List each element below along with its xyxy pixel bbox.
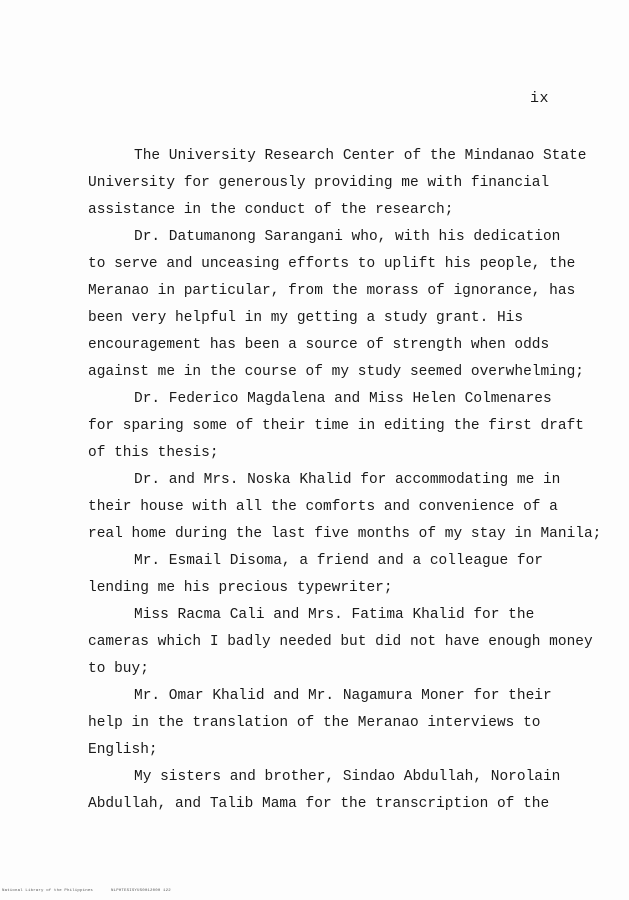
text-line: been very helpful in my getting a study grant. His	[88, 310, 524, 326]
text-line: English;	[88, 742, 158, 758]
text-line: cameras which I badly needed but did not have enough money	[88, 634, 593, 650]
text-line: Dr. and Mrs. Noska Khalid for accommodating me in	[134, 472, 561, 488]
text-line: to serve and unceasing efforts to uplift his people, the	[88, 256, 576, 272]
text-line: Abdullah, and Talib Mama for the transcription of the	[88, 796, 550, 812]
text-line: My sisters and brother, Sindao Abdullah, Norolain	[134, 769, 561, 785]
text-line: against me in the course of my study seemed overwhelming;	[88, 364, 584, 380]
text-line: to buy;	[88, 661, 149, 677]
text-line: assistance in the conduct of the research;	[88, 202, 454, 218]
text-line: The University Research Center of the Mindanao State	[134, 148, 587, 164]
text-line: Miss Racma Cali and Mrs. Fatima Khalid for the	[134, 607, 535, 623]
footer-source: National Library of the Philippines	[2, 889, 94, 893]
page-number: ix	[530, 90, 550, 107]
text-line: Dr. Datumanong Sarangani who, with his dedication	[134, 229, 561, 245]
text-line: of this thesis;	[88, 445, 219, 461]
text-line: University for generously providing me with financial	[88, 175, 550, 191]
text-line: lending me his precious typewriter;	[88, 580, 393, 596]
text-line: their house with all the comforts and convenience of a	[88, 499, 558, 515]
scan-footer	[2, 889, 171, 893]
text-line: encouragement has been a source of strength when odds	[88, 337, 550, 353]
text-line: real home during the last five months of my stay in Manila;	[88, 526, 602, 542]
text-line: Meranao in particular, from the morass of ignorance, has	[88, 283, 576, 299]
text-line: for sparing some of their time in editing the first draft	[88, 418, 584, 434]
footer-id: NLPHTESISYUS0012000 122	[111, 889, 171, 893]
text-line: Dr. Federico Magdalena and Miss Helen Colmenares	[134, 391, 552, 407]
text-line: help in the translation of the Meranao interviews to	[88, 715, 541, 731]
text-line: Mr. Esmail Disoma, a friend and a colleague for	[134, 553, 543, 569]
text-line: Mr. Omar Khalid and Mr. Nagamura Moner for their	[134, 688, 552, 704]
acknowledgment-text	[88, 143, 602, 818]
